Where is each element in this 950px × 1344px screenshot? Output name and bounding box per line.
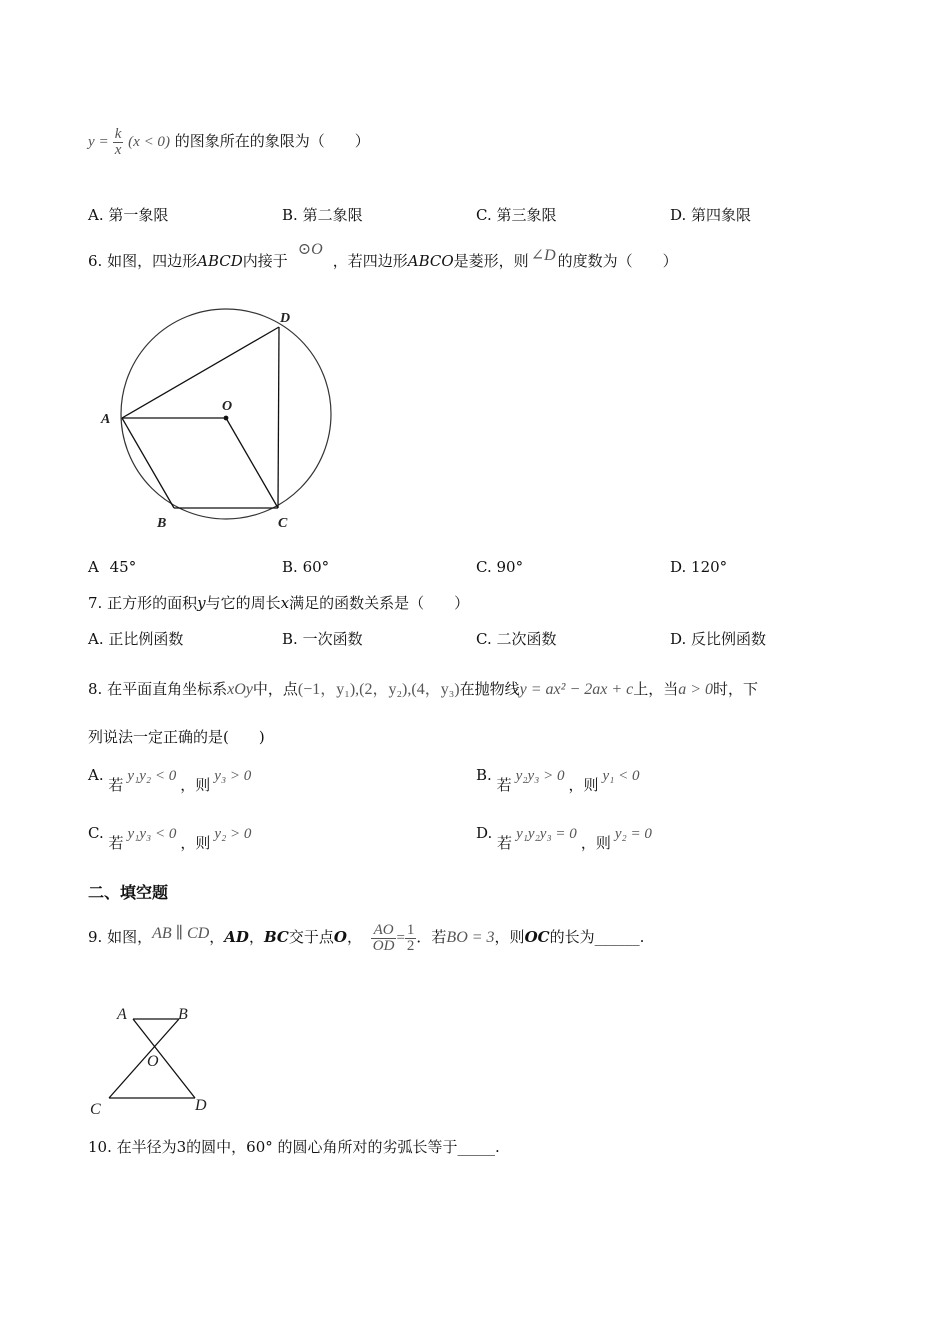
q5-option-c[interactable]: [476, 204, 557, 225]
q10-text: 在半径为3的圆中，60° 的圆心角所对的劣弧长等于_____.: [116, 1138, 500, 1156]
q5-formula-x: x: [114, 141, 122, 158]
q9-text8: 的长为______.: [549, 928, 645, 946]
q7-option-b[interactable]: [282, 628, 363, 649]
q6-option-d-label: D.: [670, 558, 687, 576]
q6-option-b-label: B.: [282, 558, 298, 576]
q6-figure: [95, 300, 345, 540]
q7-option-c-text: 二次函数: [496, 630, 557, 648]
q9-text4: 交于点: [288, 928, 334, 946]
q8-xoy: xOy: [227, 681, 253, 698]
q9-bo: BO = 3: [446, 929, 495, 946]
q9-parallel: AB ∥ CD: [152, 925, 210, 942]
q8-option-c-then: ，则: [180, 834, 211, 852]
q7-text1: 正方形的面积: [107, 594, 198, 612]
section-title-fill-in: 二、填空题: [88, 883, 169, 902]
q7-option-b-label: B.: [282, 630, 298, 648]
q8-option-c-label: C.: [88, 824, 104, 842]
q8-number: 8.: [88, 680, 103, 698]
q6-option-a[interactable]: [88, 558, 136, 576]
q7-option-c-label: C.: [476, 630, 492, 648]
q6-option-b-text: 60°: [302, 558, 330, 576]
q5-formula-y: y: [88, 134, 95, 150]
q6-segment-ab: [122, 418, 174, 508]
q5-option-d-label: D.: [670, 206, 687, 224]
q9-segment-ad: [133, 1019, 195, 1098]
q9-o: O: [333, 928, 347, 946]
q7-option-a-text: 正比例函数: [108, 630, 184, 648]
q9-text2: ，: [209, 928, 225, 946]
q7-stem: [88, 592, 469, 613]
q8-option-b-then: ，则: [568, 776, 599, 794]
q5-formula-eq: =: [99, 134, 108, 150]
q9-stem: [88, 914, 644, 960]
q7-text3: 满足的函数关系是（ ）: [289, 594, 470, 612]
q5-option-a-text: 第一象限: [108, 206, 169, 224]
q9-bc: BC: [263, 928, 289, 946]
q8-option-a-conclusion: y₃ > 0: [214, 768, 252, 784]
q6-label-c: C: [278, 516, 288, 531]
q6-option-c-label: C.: [476, 558, 492, 576]
q8-text2: 中，点: [252, 680, 298, 698]
q8-option-b-conclusion: y₁ < 0: [602, 768, 640, 784]
q6-text1: 如图，四边形: [107, 252, 198, 270]
q5-stem: [88, 118, 370, 164]
q9-half-num: 1: [406, 921, 415, 938]
q8-condition: a > 0: [678, 681, 714, 698]
q9-text6: ．若: [416, 928, 447, 946]
q9-half-den: 2: [406, 937, 415, 954]
q8-text3: 在抛物线: [459, 680, 520, 698]
q6-option-c-text: 90°: [496, 558, 524, 576]
q6-segment-oc: [226, 418, 278, 508]
q8-option-c[interactable]: [88, 822, 252, 852]
q7-option-a-label: A.: [88, 630, 104, 648]
q9-frac-num: AO: [373, 921, 394, 938]
q8-option-a-then: ，则: [180, 776, 211, 794]
q6-option-d-text: 120°: [691, 558, 728, 576]
q5-option-a[interactable]: [88, 204, 168, 225]
q9-half-fraction: [405, 923, 417, 954]
q7-option-a[interactable]: [88, 628, 183, 649]
q8-stem-line1: [88, 676, 758, 699]
q8-text1: 在平面直角坐标系: [107, 680, 228, 698]
q9-label-a: A: [117, 1006, 127, 1023]
q7-text2: 与它的周长: [205, 594, 281, 612]
q9-oc: OC: [524, 928, 550, 946]
q8-option-a-if: 若: [108, 776, 124, 794]
q5-option-b-label: B.: [282, 206, 298, 224]
q6-number: 6.: [88, 252, 103, 270]
q9-frac-den: OD: [372, 937, 395, 954]
q6-option-a-text: 45°: [109, 558, 137, 576]
q9-segment-bc: [109, 1019, 179, 1098]
q9-text1: 如图，: [107, 928, 153, 946]
q7-var-y: y: [197, 594, 206, 612]
q8-option-a[interactable]: [88, 764, 252, 794]
q8-option-d-label: D.: [476, 824, 493, 842]
q9-label-c: C: [90, 1101, 101, 1118]
q5-option-d-text: 第四象限: [691, 206, 752, 224]
q8-points: (−1，y₁),(2，y₂),(4，y₃): [297, 681, 460, 698]
q6-stem: [88, 241, 678, 271]
q7-var-x: x: [280, 594, 290, 612]
q8-text5: 时，下: [713, 680, 759, 698]
q8-option-c-premise: y₁y₃ < 0: [127, 826, 177, 842]
q9-text7: ，则: [494, 928, 525, 946]
q5-formula-fraction: [113, 127, 124, 158]
q5-stem-text: 的图象所在的象限为（ ）: [174, 132, 370, 150]
q5-option-a-label: A.: [88, 206, 104, 224]
q6-angle-d: ∠D: [530, 247, 556, 264]
q5-option-b[interactable]: [282, 204, 363, 225]
q9-label-o: O: [147, 1053, 159, 1070]
q6-text5: 的度数为（ ）: [557, 252, 678, 270]
q8-option-c-if: 若: [108, 834, 124, 852]
q7-number: 7.: [88, 594, 103, 612]
q6-circle-o: ⊙O: [297, 241, 323, 258]
q6-label-a: A: [101, 412, 111, 427]
q5-option-c-label: C.: [476, 206, 492, 224]
q8-parabola: y = ax² − 2ax + c: [519, 681, 634, 698]
q8-option-d-then: ，则: [580, 834, 611, 852]
q6-segment-ad: [122, 327, 279, 418]
q8-option-d-conclusion: y₂ = 0: [614, 826, 652, 842]
q6-option-d[interactable]: [670, 558, 727, 576]
q8-text4: 上，当: [633, 680, 679, 698]
q9-text5: ，: [346, 928, 362, 946]
q9-number: 9.: [88, 928, 103, 946]
q10-number: 10.: [88, 1138, 112, 1156]
q9-label-b: B: [178, 1006, 188, 1023]
q6-label-d: D: [280, 311, 291, 326]
q8-option-d-if: 若: [497, 834, 513, 852]
q9-ad: AD: [224, 928, 249, 946]
q5-option-c-text: 第三象限: [496, 206, 557, 224]
q7-option-b-text: 一次函数: [302, 630, 363, 648]
q5-formula-condition: (x < 0): [128, 134, 170, 150]
q8-option-d-premise: y₁y₂y₃ = 0: [516, 826, 577, 842]
q8-option-c-conclusion: y₂ > 0: [214, 826, 252, 842]
q6-abcd: ABCD: [197, 252, 243, 270]
q5-formula-k: k: [114, 125, 122, 142]
q5-option-b-text: 第二象限: [302, 206, 363, 224]
q6-option-c[interactable]: [476, 558, 523, 576]
q10-stem: [88, 1136, 500, 1157]
q5-option-d[interactable]: [670, 204, 751, 225]
q8-option-d[interactable]: [476, 822, 652, 852]
q8-option-b-label: B.: [476, 766, 492, 784]
q9-ratio-fraction: [371, 923, 397, 954]
q6-text2: 内接于: [242, 252, 288, 270]
q7-option-c[interactable]: [476, 628, 557, 649]
q6-abco: ABCO: [407, 252, 454, 270]
q6-text3: ，若四边形: [332, 252, 408, 270]
q8-stem-line2: 列说法一定正确的是( ): [88, 728, 265, 746]
q6-segment-cd: [278, 327, 279, 508]
q6-text4: 是菱形，则: [453, 252, 529, 270]
q8-option-a-premise: y₁y₂ < 0: [127, 768, 177, 784]
q7-option-d-text: 反比例函数: [691, 630, 767, 648]
q8-option-b-premise: y₂y₃ > 0: [515, 768, 565, 784]
q8-option-b-if: 若: [496, 776, 512, 794]
q9-equals: =: [396, 930, 405, 946]
q9-label-d: D: [195, 1097, 207, 1114]
q8-option-b[interactable]: [476, 764, 640, 794]
q6-option-b[interactable]: [282, 558, 329, 576]
q7-option-d-label: D.: [670, 630, 687, 648]
q6-label-b: B: [157, 516, 167, 531]
q8-option-a-label: A.: [88, 766, 104, 784]
q9-figure: [85, 1000, 225, 1122]
q6-label-o: O: [222, 399, 233, 414]
q9-text3: ，: [248, 928, 264, 946]
q7-option-d[interactable]: [670, 628, 766, 649]
q6-option-a-label: A: [88, 558, 99, 576]
q6-circle: [121, 309, 331, 519]
q6-center-dot: [224, 416, 229, 421]
